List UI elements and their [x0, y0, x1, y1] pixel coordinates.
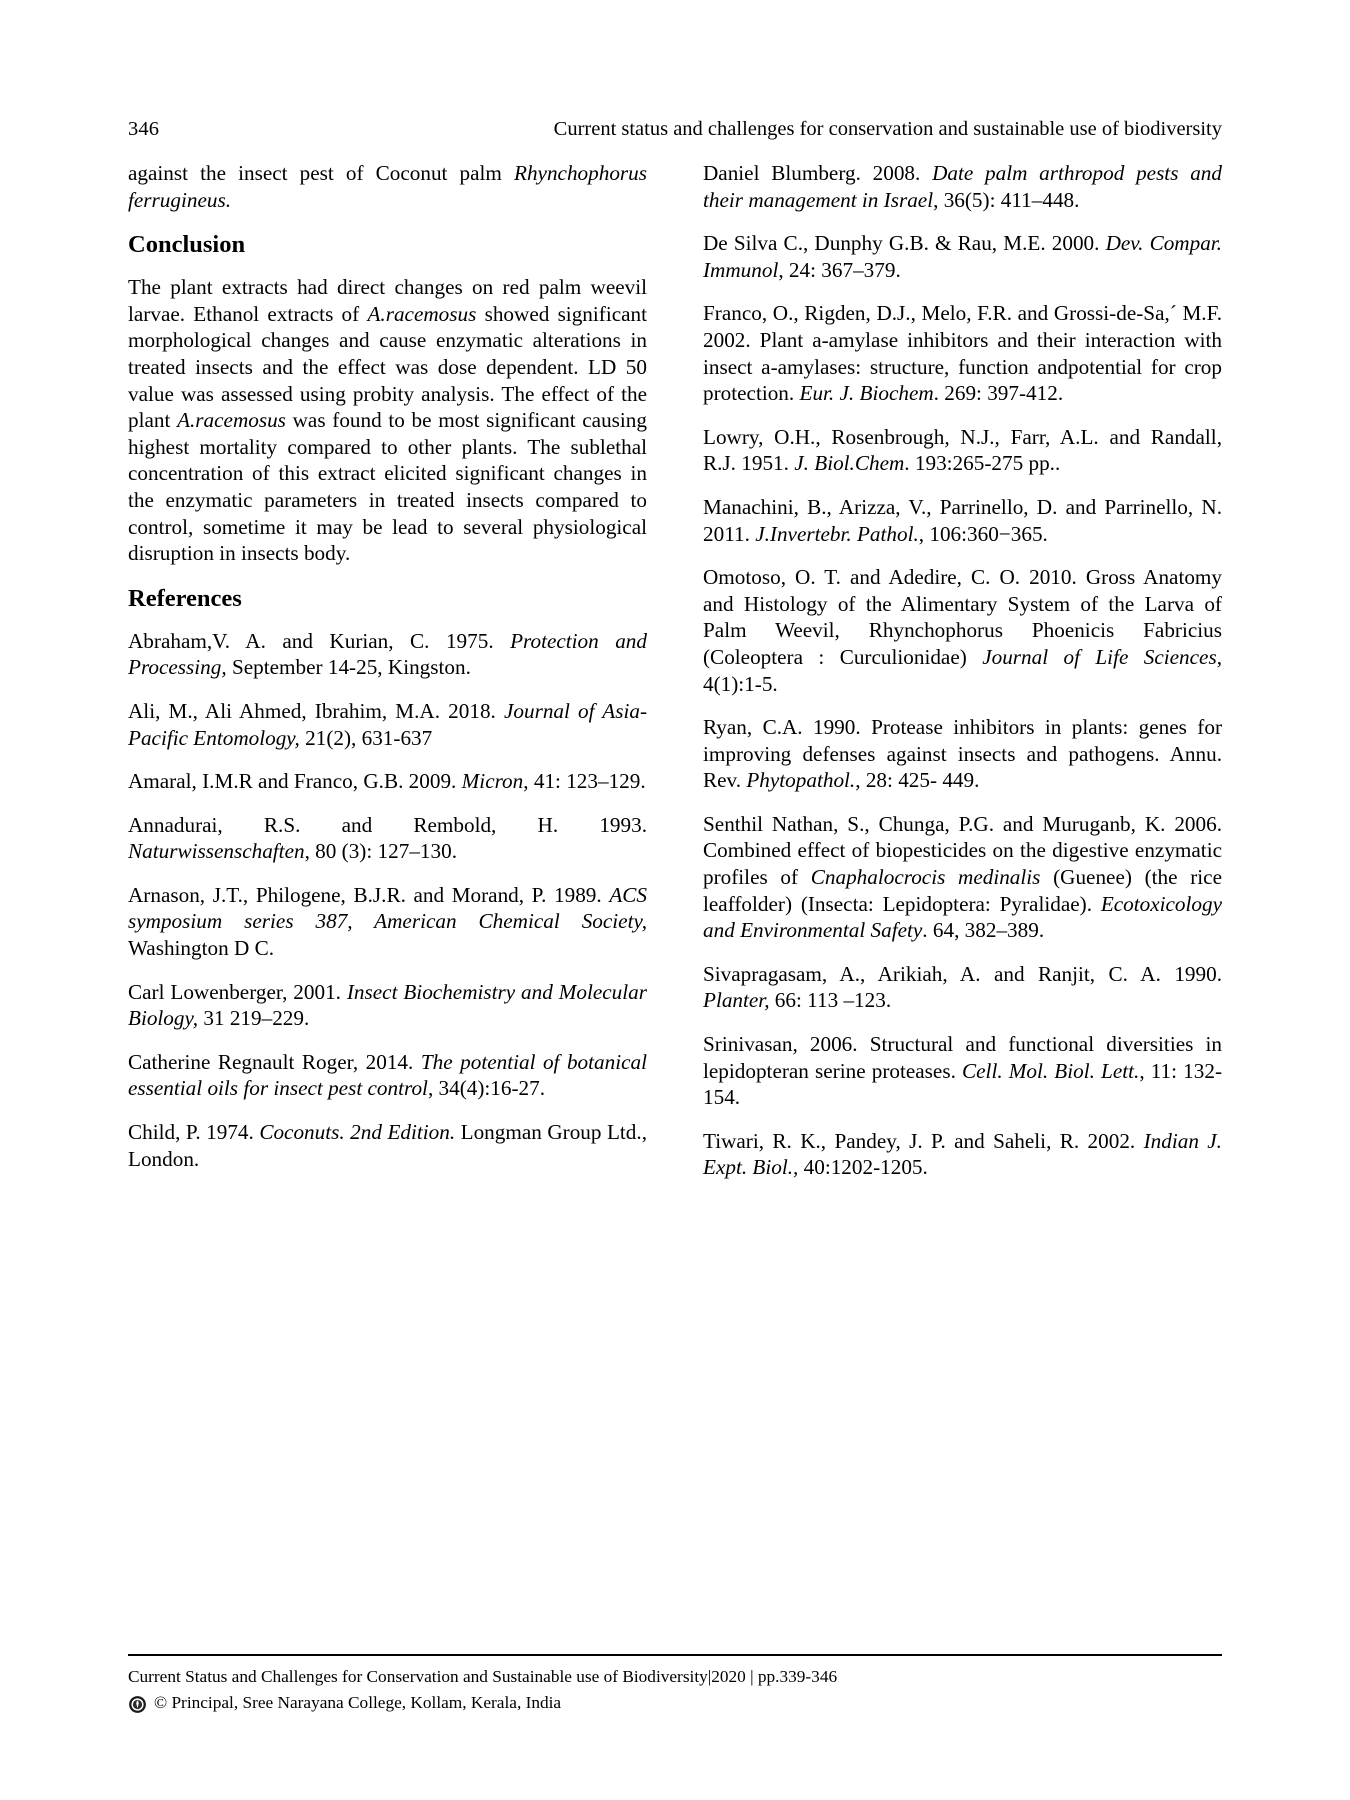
reference-entry: [703, 714, 1222, 794]
reference-title-italic: Naturwissenschaften: [128, 839, 305, 864]
reference-entry: [703, 494, 1222, 547]
reference-text: Omotoso, O. T. and Adedire, C. O. 2010. Gross Anatomy and Histology of the Alimentary System of the Larva of Palm Weevil, Rhynchophorus Phoenicis Fabricius (Coleoptera : Curculionidae): [703, 565, 1222, 669]
reference-text: Daniel Blumberg. 2008.: [703, 161, 933, 185]
reference-text: Washington D C.: [128, 936, 275, 961]
reference-text: Abraham,V. A. and Kurian, C. 1975.: [128, 628, 511, 653]
reference-entry: [703, 424, 1222, 477]
conclusion-text-a: The plant extracts had direct changes on red palm weevil larvae. Ethanol extracts of: [128, 275, 647, 326]
conclusion-species-1: A.racemosus: [367, 301, 477, 326]
reference-title-italic: Indian J. Expt. Biol.,: [703, 1128, 1222, 1180]
continued-paragraph-text: against the insect pest of Coconut palm: [128, 161, 514, 185]
reference-title-italic: The potential of botanical essential oils for insect pest control: [128, 1049, 647, 1101]
reference-title-italic: Protection and Processing,: [128, 628, 647, 680]
conclusion-heading: Conclusion: [128, 231, 246, 259]
reference-text: (Guenee) (the rice leaffolder) (Insecta: Lepidoptera: Pyralidae).: [703, 865, 1222, 916]
reference-text: , 106:360−365.: [918, 521, 1048, 546]
reference-text: , 4(1):1-5.: [703, 644, 1222, 696]
reference-text: Franco, O., Rigden, D.J., Melo, F.R. and Grossi-de-Sa,´ M.F. 2002. Plant a-amylase inhibitors and their interaction with insect a-amylases: structure, function andpotential for crop protection.: [703, 301, 1222, 406]
page-number: 346: [128, 118, 160, 140]
conclusion-paragraph: [128, 274, 647, 567]
reference-text: 66: 113 –123.: [769, 988, 892, 1013]
left-column: [128, 160, 647, 1181]
reference-title-italic: Journal of Life Sciences: [982, 644, 1217, 669]
reference-entry: [703, 811, 1222, 944]
conclusion-text-c: was found to be most significant causing highest mortality compared to other plants. The sublethal concentration of this extract elicited significant changes in the enzymatic parameters in treated insects compared to control, sometime it may be lead to several physiological disruption in insects body.: [128, 408, 647, 566]
reference-text: 21(2), 631-637: [299, 725, 433, 750]
reference-text: Child, P. 1974.: [128, 1120, 260, 1145]
reference-text: Sivapragasam, A., Arikiah, A. and Ranjit, C. A. 1990.: [703, 961, 1222, 986]
reference-title-italic: Dev. Compar. Immunol: [703, 231, 1222, 282]
reference-text: Tiwari, R. K., Pandey, J. P. and Saheli, R. 2002.: [703, 1128, 1144, 1153]
reference-text: 40:1202-1205.: [798, 1155, 928, 1180]
footer-copyright-text: © Principal, Sree Narayana College, Kollam, Kerala, India: [154, 1693, 562, 1712]
reference-title-italic: Cell. Mol. Biol. Lett.: [962, 1058, 1140, 1083]
reference-text: De Silva C., Dunphy G.B. & Rau, M.E. 2000.: [703, 231, 1106, 256]
reference-title-italic: Coconuts. 2nd Edition.: [259, 1120, 456, 1145]
reference-text: Ryan, C.A. 1990. Protease inhibitors in plants: genes for improving defenses against insects and pathogens. Annu. Rev.: [703, 715, 1222, 793]
reference-text: September 14-25, Kingston.: [226, 655, 471, 680]
conclusion-text-b: showed significant morphological changes and cause enzymatic alterations in treated insects and the effect was dose dependent. LD 50 value was assessed using probity analysis. The effect of the plant: [128, 301, 648, 433]
reference-text: Srinivasan, 2006. Structural and functional diversities in lepidopteran serine proteases.: [703, 1032, 1222, 1083]
right-column: [703, 160, 1222, 1181]
reference-text: . 193:265-275 pp..: [904, 451, 1061, 476]
reference-text: Carl Lowenberger, 2001.: [128, 979, 347, 1004]
continued-paragraph: [128, 160, 647, 213]
reference-entry: [128, 628, 647, 681]
reference-title-italic: Eur. J. Biochem: [799, 381, 934, 406]
reference-text: Annadurai, R.S. and Rembold, H. 1993.: [128, 812, 647, 837]
reference-title-italic: Micron: [461, 769, 524, 794]
reference-entry: [703, 230, 1222, 283]
reference-entry: [128, 882, 647, 962]
reference-title-italic: Planter,: [703, 988, 770, 1013]
reference-title-italic: Date palm arthropod pests and their management in Israel: [703, 161, 1222, 212]
reference-list-right: [703, 160, 1222, 1181]
conclusion-species-2: A.racemosus: [177, 408, 286, 433]
page-footer: [128, 1654, 1222, 1715]
reference-title-italic: J. Biol.Chem: [794, 451, 905, 476]
reference-entry: [128, 1119, 647, 1172]
reference-title-italic: Insect Biochemistry and Molecular Biology,: [128, 979, 647, 1031]
reference-entry: [128, 1049, 647, 1102]
reference-text: . 269: 397-412.: [933, 381, 1064, 406]
reference-text: Manachini, B., Arizza, V., Parrinello, D. and Parrinello, N. 2011.: [703, 494, 1222, 546]
reference-entry: [128, 768, 647, 795]
reference-title-italic: Journal of Asia-Pacific Entomology,: [128, 698, 648, 750]
reference-text: Arnason, J.T., Philogene, B.J.R. and Morand, P. 1989.: [128, 882, 610, 907]
reference-text: , 41: 123–129.: [523, 769, 646, 794]
footer-divider: [128, 1654, 1222, 1656]
reference-text: Lowry, O.H., Rosenbrough, N.J., Farr, A.L. and Randall, R.J. 1951.: [703, 424, 1222, 476]
reference-title-italic: Cnaphalocrocis medinalis: [810, 865, 1041, 890]
footer-copyright-row: [128, 1691, 1222, 1715]
species-name-italic: Rhynchophorus ferrugineus.: [128, 161, 647, 212]
college-emblem-icon: [128, 1695, 147, 1714]
footer-citation: Current Status and Challenges for Conservation and Sustainable use of Biodiversity|2020 | pp.339-346: [128, 1667, 838, 1686]
reference-entry: [128, 812, 647, 865]
reference-entry: [703, 564, 1222, 697]
reference-text: , 24: 367–379.: [778, 257, 901, 282]
reference-text: Ali, M., Ali Ahmed, Ibrahim, M.A. 2018.: [128, 698, 504, 723]
reference-text: Catherine Regnault Roger, 2014.: [128, 1049, 421, 1074]
reference-title-italic: Phytopathol.: [746, 768, 856, 793]
reference-text: , 28: 425- 449.: [855, 768, 980, 793]
reference-title-italic: ACS symposium series 387, American Chemical Society,: [128, 882, 647, 934]
reference-text: , 80 (3): 127–130.: [304, 839, 457, 864]
reference-list-left: [128, 628, 647, 1173]
running-head: [128, 118, 1222, 144]
reference-entry: [703, 300, 1222, 406]
reference-entry: [703, 1128, 1222, 1181]
reference-text: 31 219–229.: [198, 1006, 310, 1031]
reference-text: Senthil Nathan, S., Chunga, P.G. and Muruganb, K. 2006. Combined effect of biopesticides on the digestive enzymatic profiles of: [703, 811, 1222, 890]
reference-text: Amaral, I.M.R and Franco, G.B. 2009.: [128, 769, 462, 794]
reference-text: Longman Group Ltd., London.: [128, 1120, 647, 1171]
document-page: [128, 0, 1222, 1800]
body-columns: [128, 160, 1222, 1181]
reference-entry: [703, 160, 1222, 213]
running-title: Current status and challenges for conservation and sustainable use of biodiversity: [553, 118, 1222, 140]
reference-text: , 36(5): 411–448.: [933, 187, 1080, 212]
reference-entry: [128, 979, 647, 1032]
reference-text: . 64, 382–389.: [922, 918, 1045, 943]
reference-title-italic: J.Invertebr. Pathol.: [755, 521, 919, 546]
reference-text: , 11: 132-154.: [703, 1058, 1222, 1110]
reference-entry: [703, 961, 1222, 1014]
reference-entry: [703, 1031, 1222, 1111]
reference-title-italic: Ecotoxicology and Environmental Safety: [703, 891, 1222, 943]
reference-text: , 34(4):16-27.: [427, 1076, 546, 1101]
references-heading: References: [128, 584, 242, 612]
reference-entry: [128, 698, 647, 751]
